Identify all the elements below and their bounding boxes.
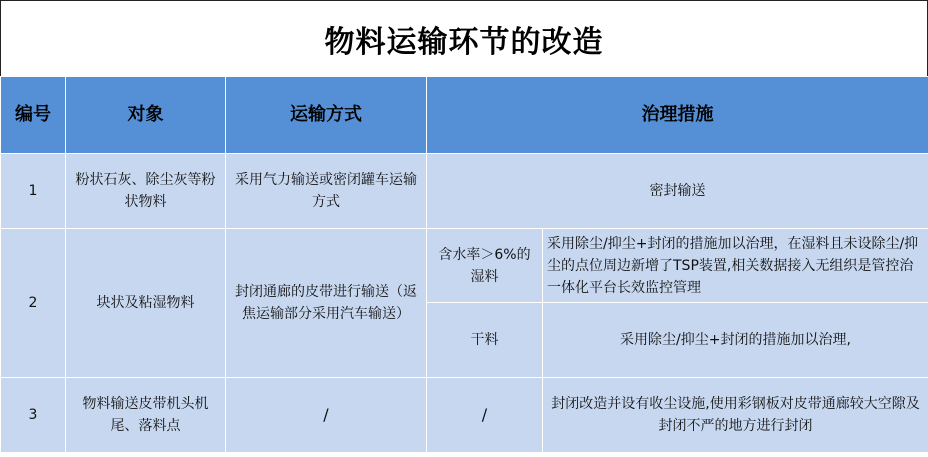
row-object: 物料输送皮带机头机尾、落料点 [66,378,226,453]
row-material-type: / [427,378,543,453]
row-transport: 封闭通廊的皮带进行输送（返焦运输部分采用汽车输送） [226,229,427,378]
row-measure: 采用除尘/抑尘+封闭的措施加以治理，在湿料且未设除尘/抑尘的点位周边新增了TSP装置,相关数据接入无组织是管控治一体化平台长效监控管理 [543,229,928,303]
row-transport: 采用气力输送或密闭罐车运输方式 [226,154,427,229]
row-measure: 采用除尘/抑尘+封闭的措施加以治理, [543,303,928,378]
row-object: 粉状石灰、除尘灰等粉状物料 [66,154,226,229]
table-row [1,229,928,303]
row-number: 2 [1,229,66,378]
table-row [1,378,928,453]
row-number: 3 [1,378,66,453]
row-object: 块状及粘湿物料 [66,229,226,378]
header-row [1,77,928,154]
row-measure: 密封输送 [427,154,928,229]
header-object: 对象 [66,77,226,154]
row-material-type: 干料 [427,303,543,378]
row-transport: / [226,378,427,453]
table-row [1,154,928,229]
row-measure: 封闭改造并设有收尘设施,使用彩钢板对皮带通廊较大空隙及封闭不严的地方进行封闭 [543,378,928,453]
header-number: 编号 [1,77,66,154]
table-title: 物料运输环节的改造 [0,0,928,76]
row-material-type: 含水率＞6%的湿料 [427,229,543,303]
row-number: 1 [1,154,66,229]
header-measures: 治理措施 [427,77,928,154]
transport-table [0,76,928,453]
header-transport: 运输方式 [226,77,427,154]
